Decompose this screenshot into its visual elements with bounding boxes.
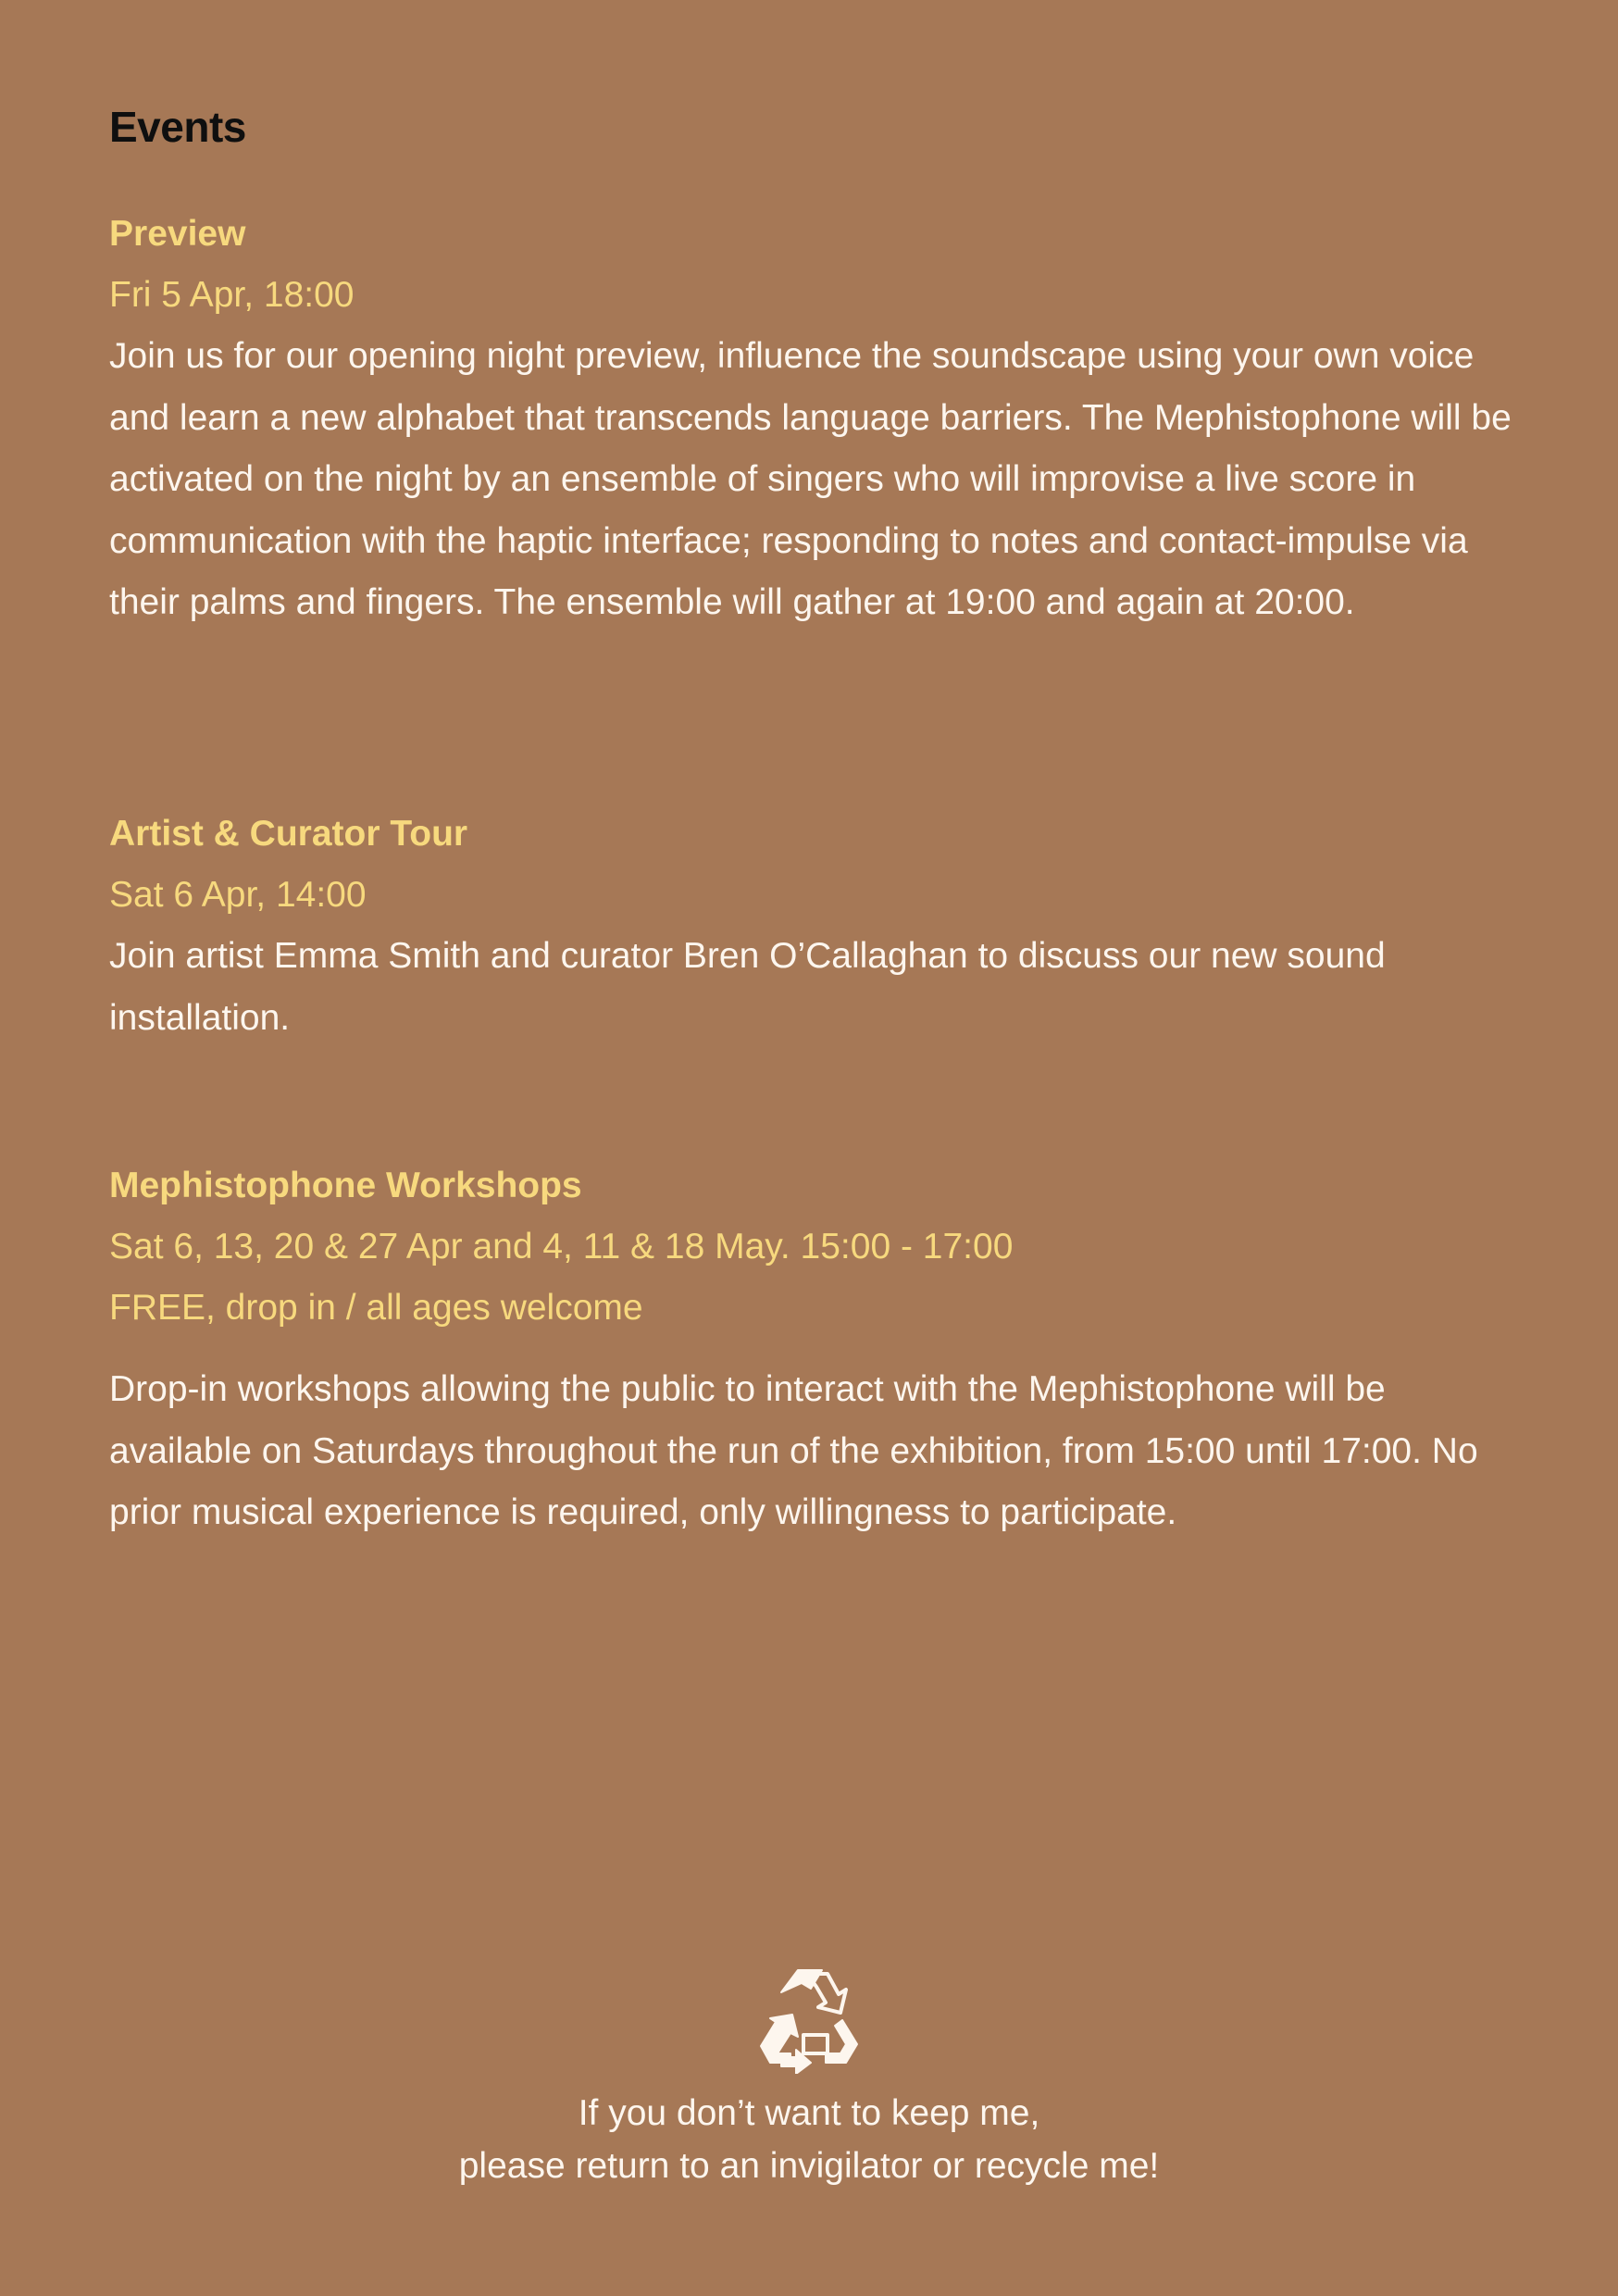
event-description: Drop-in workshops allowing the public to interact with the Mephistophone will be available on Saturdays throughout the run of the exhibition, from 15:00 until 17:00. No prior musical experience is required, only willingness to participate. [109, 1369, 1478, 1532]
recycle-message-line-1: If you don’t want to keep me, [578, 2093, 1040, 2133]
event-date: Sat 6, 13, 20 & 27 Apr and 4, 11 & 18 May. 15:00 - 17:00 [109, 1227, 1014, 1267]
event-price-note: FREE, drop in / all ages welcome [109, 1288, 643, 1328]
event-preview [109, 204, 1525, 634]
recycle-icon [753, 1965, 865, 2074]
recycle-footer [0, 1965, 1618, 2192]
event-title: Preview [109, 214, 246, 254]
event-description: Join us for our opening night preview, influence the soundscape using your own voice and learn a new alphabet that transcends language barriers. The Mephistophone will be activated on the night by an ensemble of singers who will improvise a live score in communication with the haptic interface; responding to notes and contact-impulse via their palms and fingers. The ensemble will gather at 19:00 and again at 20:00. [109, 336, 1512, 622]
page-heading: Events [109, 103, 246, 151]
event-artist-curator-tour [109, 804, 1525, 1049]
event-workshops [109, 1155, 1525, 1544]
event-title: Artist & Curator Tour [109, 814, 468, 854]
event-date: Sat 6 Apr, 14:00 [109, 875, 367, 915]
event-description: Join artist Emma Smith and curator Bren O’Callaghan to discuss our new sound installation. [109, 936, 1386, 1038]
event-date: Fri 5 Apr, 18:00 [109, 275, 355, 315]
event-title: Mephistophone Workshops [109, 1166, 582, 1205]
recycle-message [0, 2087, 1618, 2192]
recycle-message-line-2: please return to an invigilator or recycle me! [458, 2146, 1160, 2186]
